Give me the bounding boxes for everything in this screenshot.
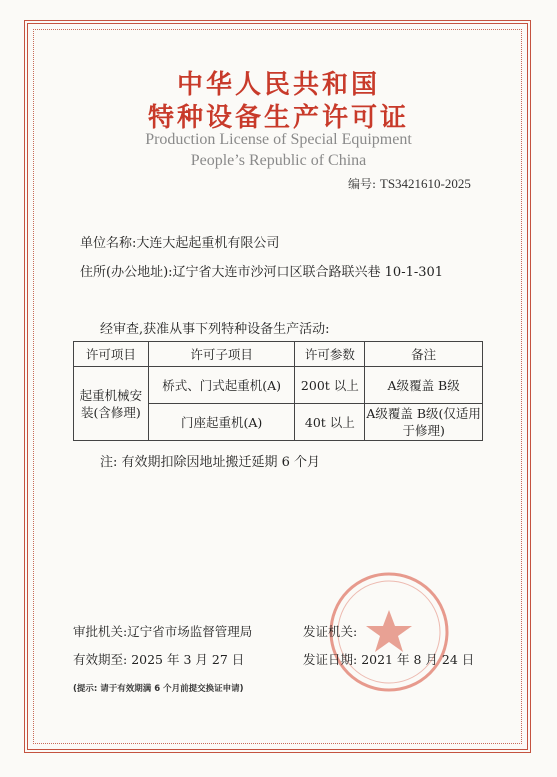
issuer bbox=[303, 622, 357, 640]
unit-label: 单位名称: bbox=[80, 236, 137, 251]
subitem-cell: 桥式、门式起重机(A) bbox=[148, 367, 295, 404]
serial-label: 编号: bbox=[348, 177, 377, 191]
table-header-row bbox=[74, 342, 483, 367]
unit-value: 大连大起起重机有限公司 bbox=[136, 236, 280, 251]
approver-label: 审批机关: bbox=[73, 624, 128, 639]
title-en-line2: People’s Republic of China bbox=[190, 152, 367, 169]
category-cell: 起重机械安装(含修理) bbox=[74, 367, 149, 441]
valid-until bbox=[73, 650, 244, 668]
intro-text: 经审查,获准从事下列特种设备生产活动: bbox=[100, 322, 330, 337]
issue-date bbox=[303, 650, 474, 668]
issuer-label: 发证机关: bbox=[303, 624, 358, 639]
title-line2: 特种设备生产许可证 bbox=[147, 103, 409, 133]
serial-value: TS3421610-2025 bbox=[379, 176, 471, 191]
approver bbox=[73, 622, 252, 640]
subitem-cell: 门座起重机(A) bbox=[148, 404, 295, 441]
title-en-line1: Production License of Special Equipment bbox=[145, 131, 412, 148]
serial-number bbox=[348, 175, 471, 192]
license-table bbox=[73, 341, 483, 441]
header-subitem: 许可子项目 bbox=[148, 342, 295, 367]
address bbox=[80, 261, 443, 280]
note-text: 注: 有效期扣除因地址搬迁延期 6 个月 bbox=[100, 455, 321, 470]
header-remark: 备注 bbox=[365, 342, 483, 367]
header-param: 许可参数 bbox=[295, 342, 365, 367]
param-cell: 40t 以上 bbox=[295, 404, 365, 441]
remark-cell: A级覆盖 B级(仅适用于修理) bbox=[365, 404, 483, 441]
valid-value: 2025 年 3 月 27 日 bbox=[131, 652, 245, 667]
issue-label: 发证日期: bbox=[303, 652, 358, 667]
issue-value: 2021 年 8 月 24 日 bbox=[361, 652, 475, 667]
approver-value: 辽宁省市场监督管理局 bbox=[127, 624, 253, 639]
valid-label: 有效期至: bbox=[73, 652, 128, 667]
renewal-tip: (提示: 请于有效期满 6 个月前提交换证申请) bbox=[73, 684, 244, 694]
unit-name bbox=[80, 232, 279, 251]
param-cell: 200t 以上 bbox=[295, 367, 365, 404]
address-value: 辽宁省大连市沙河口区联合路联兴巷 10-1-301 bbox=[172, 265, 444, 280]
table-row bbox=[74, 367, 483, 404]
title-line1: 中华人民共和国 bbox=[176, 70, 380, 100]
header-item: 许可项目 bbox=[74, 342, 149, 367]
address-label: 住所(办公地址): bbox=[80, 265, 173, 280]
remark-cell: A级覆盖 B级 bbox=[365, 367, 483, 404]
